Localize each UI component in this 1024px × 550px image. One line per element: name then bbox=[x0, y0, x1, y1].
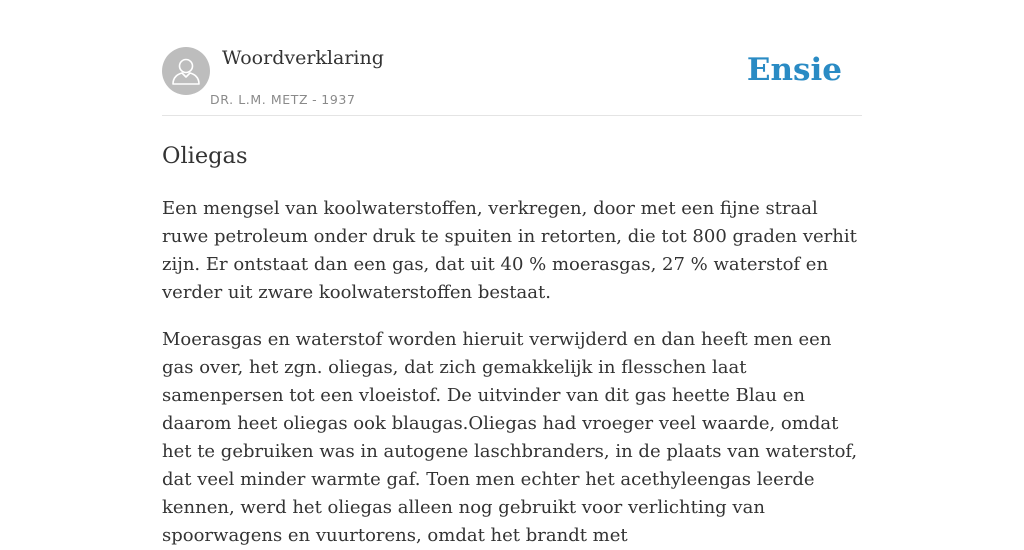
author-avatar[interactable] bbox=[162, 47, 210, 95]
publication-year: 1937 bbox=[321, 92, 356, 107]
author-line bbox=[210, 92, 356, 108]
entry-paragraph: Moerasgas en waterstof worden hieruit verwijderd en dan heeft men een gas over, het zgn. oliegas, dat zich gemakkelijk in flesschen laat samenpersen tot een vloeistof. De uitvinder van dit gas heette Blau en daarom heet oliegas ook blaugas.Oliegas had vroeger veel waarde, omdat het te gebruiken was in autogene laschbranders, in de plaats van waterstof, dat veel minder warmte gaf. Toen men echter het acethyleengas leerde kennen, werd het oliegas alleen nog gebruikt voor verlichting van spoorwagens en vuurtorens, omdat het brandt met bbox=[162, 329, 858, 546]
entry-paragraph: Een mengsel van koolwaterstoffen, verkregen, door met een fijne straal ruwe petroleum onder druk te spuiten in retorten, die tot 800 graden verhit zijn. Er ontstaat dan een gas, dat uit 40 % moerasgas, 27 % waterstof en verder uit zware koolwaterstoffen bestaat. bbox=[162, 198, 857, 303]
source-header bbox=[162, 0, 862, 116]
entry-body bbox=[162, 195, 862, 550]
dictionary-name[interactable]: Woordverklaring bbox=[222, 47, 384, 69]
entry-title: Oliegas bbox=[162, 143, 248, 169]
page bbox=[162, 0, 862, 546]
brand-logo-link[interactable]: Ensie bbox=[746, 52, 842, 88]
user-silhouette-icon bbox=[162, 47, 210, 95]
author-separator: - bbox=[312, 92, 318, 107]
author-name[interactable]: DR. L.M. METZ bbox=[210, 92, 309, 107]
